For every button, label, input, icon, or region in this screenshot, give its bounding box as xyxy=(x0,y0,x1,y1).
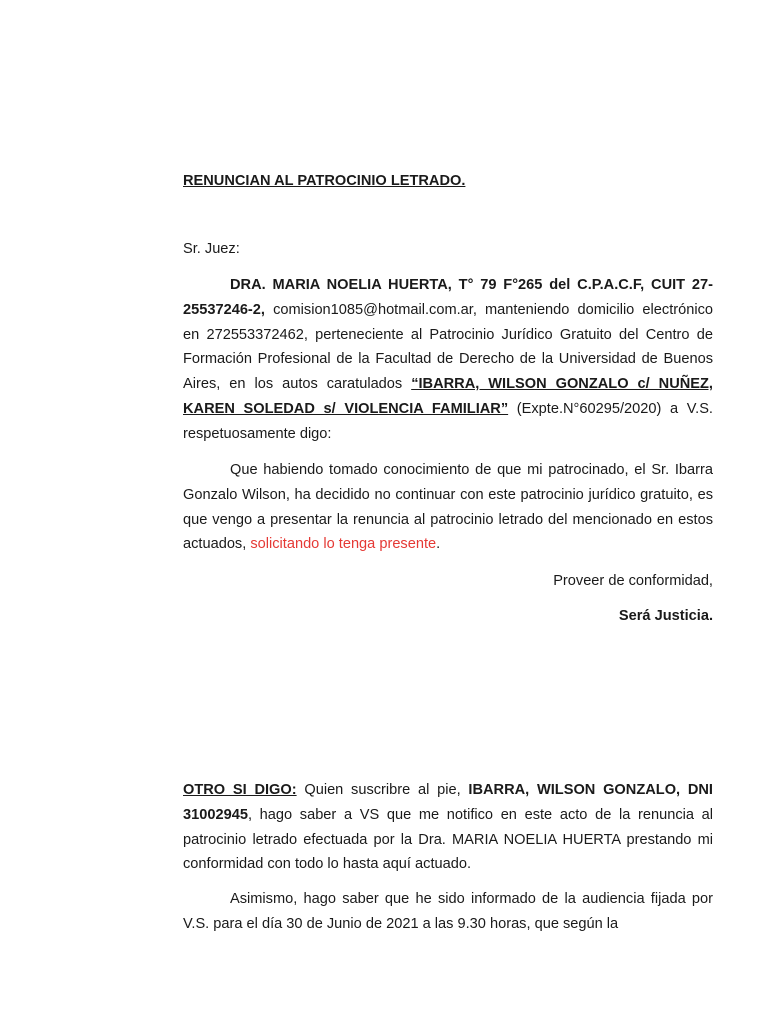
closing-justicia: Será Justicia. xyxy=(618,608,713,624)
presentation-text: comision1085@hotmail.com.ar, manteniendo domicilio electrónico en 272553372462, perteneciente al Patrocinio Jurídico Gratuito del Centro de Formación Profesional de la Facultad de Derecho de la Universidad de Buenos Aires, en los autos caratulados xyxy=(183,301,713,393)
otro-si-digo-label: OTRO SI DIGO: xyxy=(183,782,297,798)
closing-proveer: Proveer de conformidad, xyxy=(553,573,713,589)
paragraph-renuncia xyxy=(183,458,713,557)
otro-si-digo-text2: , hago saber a VS que me notifico en este acto de la renuncia al patrocinio letrado efectuada por la Dra. MARIA NOELIA HUERTA prestando mi conformidad con todo lo hasta aquí actuado. xyxy=(183,806,713,873)
lawyer-identification: DRA. MARIA NOELIA HUERTA, T° 79 F°265 del C.P.A.C.F, CUIT 27-25537246-2, xyxy=(183,277,713,318)
renuncia-end: . xyxy=(436,536,441,553)
paragraph-presentation xyxy=(183,273,713,447)
document-title: RENUNCIAN AL PATROCINIO LETRADO. xyxy=(183,173,466,189)
client-identification: IBARRA, WILSON GONZALO, DNI 31002945 xyxy=(183,782,713,823)
presentation-ending: (Expte.N°60295/2020) a V.S. respetuosamente digo: xyxy=(183,400,713,442)
otro-si-digo-text1: Quien suscribre al pie, xyxy=(296,782,469,798)
renuncia-text: Que habiendo tomado conocimiento de que mi patrocinado, el Sr. Ibarra Gonzalo Wilson, ha decidido no continuar con este patrocinio jurídico gratuito, es que vengo a presentar la renuncia al patrocinio letrado del mencionado en estos actuados, xyxy=(183,462,713,553)
paragraph-otro-si-digo xyxy=(183,778,713,877)
salutation: Sr. Juez: xyxy=(183,241,240,257)
case-title: “IBARRA, WILSON GONZALO c/ NUÑEZ, KAREN SOLEDAD s/ VIOLENCIA FAMILIAR” xyxy=(183,376,713,417)
paragraph-audiencia: Asimismo, hago saber que he sido informado de la audiencia fijada por V.S. para el día 30 de Junio de 2021 a las 9.30 horas, que según la xyxy=(183,891,713,932)
highlighted-request: solicitando lo tenga presente xyxy=(250,536,437,553)
